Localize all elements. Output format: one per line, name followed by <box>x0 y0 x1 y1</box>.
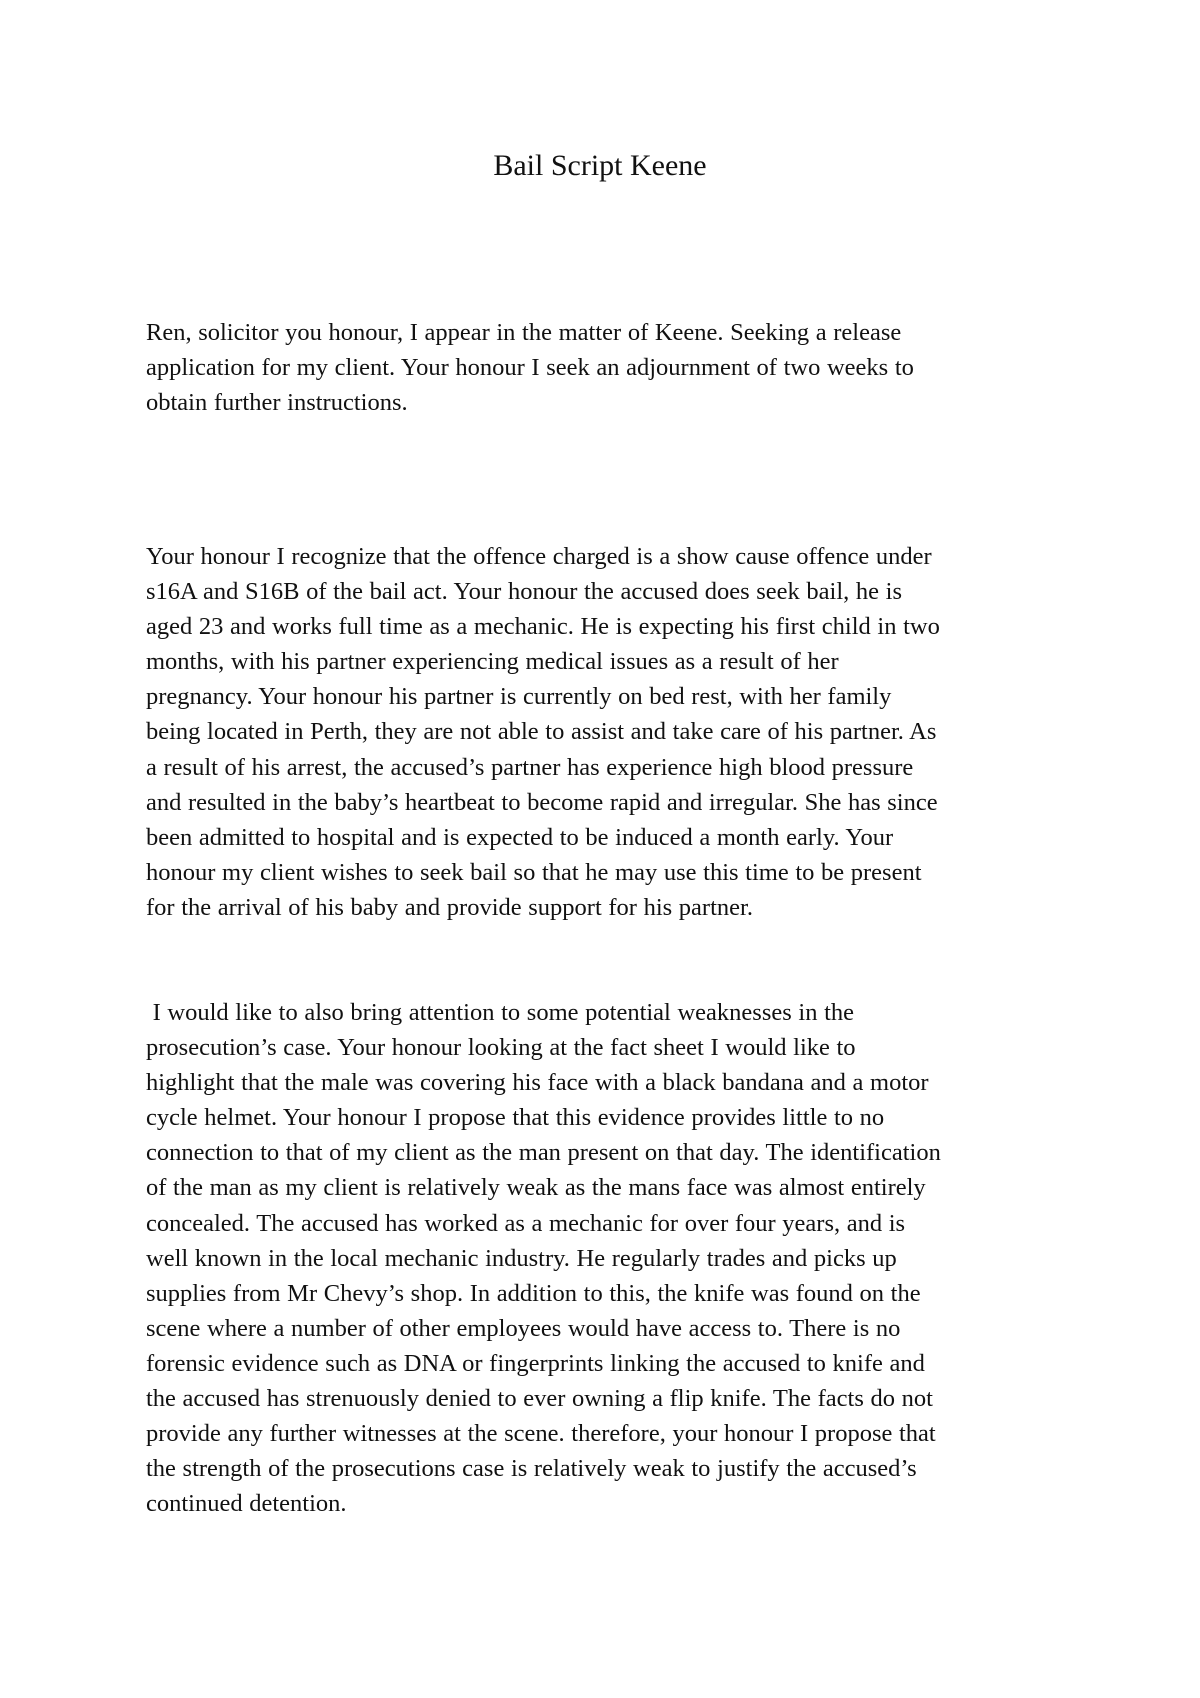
paragraph-line: for the arrival of his baby and provide support for his partner. <box>146 893 753 921</box>
paragraph-line: being located in Perth, they are not able to assist and take care of his partner. As <box>146 718 937 746</box>
paragraph-line: forensic evidence such as DNA or fingerprints linking the accused to knife and <box>146 1349 925 1377</box>
paragraph-line: aged 23 and works full time as a mechanic. He is expecting his first child in two <box>146 613 940 641</box>
paragraph-line: a result of his arrest, the accused’s partner has experience high blood pressure <box>146 753 914 781</box>
paragraph-line: supplies from Mr Chevy’s shop. In addition to this, the knife was found on the <box>146 1279 921 1307</box>
paragraph-line: been admitted to hospital and is expected to be induced a month early. Your <box>146 823 894 851</box>
paragraph-line: application for my client. Your honour I seek an adjournment of two weeks to <box>146 354 914 382</box>
paragraph-line: obtain further instructions. <box>146 389 408 417</box>
paragraph-line: honour my client wishes to seek bail so that he may use this time to be present <box>146 858 922 886</box>
paragraph-line: provide any further witnesses at the scene. therefore, your honour I propose that <box>146 1420 936 1448</box>
paragraph-line: I would like to also bring attention to some potential weaknesses in the <box>146 999 855 1026</box>
paragraph-line: cycle helmet. Your honour I propose that this evidence provides little to no <box>146 1104 885 1132</box>
paragraph-line: Your honour I recognize that the offence charged is a show cause offence under <box>146 543 932 570</box>
paragraph-line: highlight that the male was covering his face with a black bandana and a motor <box>146 1069 929 1097</box>
paragraph-opening <box>146 315 1066 420</box>
paragraph-line: the strength of the prosecutions case is relatively weak to justify the accused’s <box>146 1455 917 1483</box>
paragraph-line: months, with his partner experiencing medical issues as a result of her <box>146 648 839 676</box>
paragraph-line: scene where a number of other employees would have access to. There is no <box>146 1314 901 1342</box>
paragraph-line: well known in the local mechanic industry. He regularly trades and picks up <box>146 1244 897 1272</box>
paragraph-line: Ren, solicitor you honour, I appear in the matter of Keene. Seeking a release <box>146 319 902 346</box>
paragraph-prosecution-weaknesses <box>146 995 1066 1521</box>
paragraph-line: of the man as my client is relatively weak as the mans face was almost entirely <box>146 1174 926 1202</box>
paragraph-personal-circumstances <box>146 539 1066 925</box>
paragraph-line: prosecution’s case. Your honour looking at the fact sheet I would like to <box>146 1034 856 1062</box>
paragraph-line: connection to that of my client as the man present on that day. The identification <box>146 1139 941 1167</box>
document-title: Bail Script Keene <box>493 149 707 182</box>
paragraph-line: the accused has strenuously denied to ever owning a flip knife. The facts do not <box>146 1385 933 1413</box>
paragraph-line: and resulted in the baby’s heartbeat to become rapid and irregular. She has since <box>146 788 938 816</box>
paragraph-line: continued detention. <box>146 1490 347 1518</box>
paragraph-line: pregnancy. Your honour his partner is currently on bed rest, with her family <box>146 683 892 711</box>
paragraph-line: s16A and S16B of the bail act. Your honour the accused does seek bail, he is <box>146 578 902 606</box>
paragraph-line: concealed. The accused has worked as a mechanic for over four years, and is <box>146 1209 906 1237</box>
